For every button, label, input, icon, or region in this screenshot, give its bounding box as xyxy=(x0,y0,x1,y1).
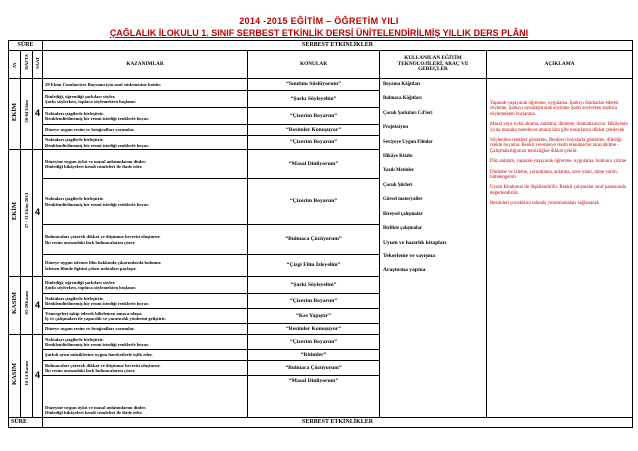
week-cell: 20-04 Ekim xyxy=(21,79,33,150)
kazanim-cell: Noktaları çizgilerle birleştirir. Renklendirilmemiş bir resmi istediği renklerle boyar. xyxy=(43,136,248,150)
material-item: Seviyeye Uygun Filmler xyxy=(383,139,433,145)
header-row-2 xyxy=(9,51,633,79)
konu-cell: “Çizerim Boyarım” xyxy=(248,108,380,125)
kazanim-cell: Noktaları çizgilerle birleştirir. Renklendirilmemiş bir resmi istediği renklerle boyar. xyxy=(43,108,248,125)
konu-cell: “Bulmaca Çözüyorum” xyxy=(248,225,380,255)
konu-cell: “Masal Dinliyorum” xyxy=(248,150,380,179)
table-row xyxy=(9,79,633,91)
kazanim-cell: 29 Ekim Cumhuriyet Bayramı için sınıf süslemesine katılır. xyxy=(43,79,248,91)
material-item: Yazılı Metinler xyxy=(383,168,415,174)
kazanim-cell: Noktaları çizgilerle birleştirir. Renklendirilmemiş bir resmi istediği renklerle boyar. xyxy=(43,294,248,309)
explanation-text: Uyum Kitabımız ile ilişkilendirilir. Renkli çalışmalar sınıf panosunda değerlendirilir. xyxy=(490,185,626,196)
header-konular: KONULAR xyxy=(248,51,380,79)
header-kullanilan: KULLANILAN EĞİTİM TEKNOLOJİLERİ, ARAÇ VE GEREÇLER xyxy=(380,51,487,79)
explanation-text: Yaparak-yaşayarak öğrenme, uygulama. Şarkıyı dramatize ederek söyleme. Şarkıyı oyunlaştırarak söyleme Şarkı söylerken topluca söylemekten hoşlanma. xyxy=(490,101,619,117)
kazanim-cell: Noktaları çizgilerle birleştirir. Renklendirilmemiş bir resmi istediği renklerle boyar. xyxy=(43,179,248,225)
plan-table xyxy=(8,40,633,428)
konu-cell: “Çizerim Boyarım” xyxy=(248,335,380,350)
konu-cell: “Bulmaca Çözüyorum” xyxy=(248,361,380,376)
document-title: 2014 -2015 EĞİTİM – ÖĞRETİM YILI xyxy=(239,16,399,26)
kazanim-cell: Düzeyine uygun öykü ve masal anlatımlarını dinler. Dinlediği hikâyeleri kendi cümleleri ile ifade eder. xyxy=(43,150,248,179)
material-item: Çocuk Şarkıları Cd'leri xyxy=(383,110,433,116)
material-item: Hikâye Kitabı xyxy=(383,153,413,159)
kazanim-cell: Bulmacaları çözerek dikkat ve düşünme becerisi oluşturur. İki resim arasındaki fark bulmacalarını çözer. xyxy=(43,361,248,376)
kazanim-cell: Düzeye uygun resim ve fotoğrafları yorumlar. xyxy=(43,125,248,136)
explanation-text: Dinleme ve izleme, yorumlama, anlatma, soru-yanıt, tüme varım, tümdengelim xyxy=(490,169,618,180)
material-item: Boyama Kâğıtları xyxy=(383,82,421,87)
material-item: Projeksiyon xyxy=(383,125,408,131)
material-item: Çocuk Şiirleri xyxy=(383,182,413,188)
kazanim-cell: Düzeye uygun resim ve fotoğrafları yorumlar. xyxy=(43,324,248,335)
materials-cell xyxy=(380,79,487,418)
konu-cell: “Resimler Konuşuyor” xyxy=(248,324,380,335)
header-kazanimlar: KAZANIMLAR xyxy=(43,51,248,79)
explanation-cell xyxy=(487,79,633,418)
explanation-text: Masal veya öykü okuma, anlatma, dinleme, dramatizasyon. Hikâyenin ya da masalın neredeyse anının kim gibi unsurlarını dikkat çekilecek xyxy=(490,122,628,133)
konu-cell: “Şarkı Söyleyelim” xyxy=(248,277,380,294)
material-item: Tekerleme ve sayışma xyxy=(383,253,436,260)
kazanim-cell: Şarkılı oyun müziklerine uygun hareketlerle eşlik eder. xyxy=(43,350,248,361)
kazanim-cell: Noktaları çizgilerle birleştirir. Renklendirilmemiş bir resmi istediği renklerle boyar. xyxy=(43,335,248,350)
week-cell: 10-14 Kasım xyxy=(21,335,33,418)
header-hafta: HAFTA xyxy=(21,51,33,79)
konu-cell: “Çizgi Film İzleyelim” xyxy=(248,255,380,277)
month-cell: KASIM xyxy=(9,277,21,335)
material-item: Araştırma yapma xyxy=(383,266,426,273)
footer-serbest-etkinlikler: SERBEST ETKİNLİKLER xyxy=(43,418,633,428)
header-aciklama: AÇIKLAMA xyxy=(487,51,633,79)
konu-cell: “Çizerim Boyarım” xyxy=(248,136,380,150)
explanation-text: Düz anlatım, yaparak-yaşayarak öğrenme, uygulama, bulmaca çözme xyxy=(490,159,627,165)
header-row-1 xyxy=(9,41,633,51)
kazanim-cell: Dinlediği, öğrendiği şarkıları söyler. Şarkı söylerken, topluca söylemekten hoşlanır. xyxy=(43,277,248,294)
material-item: Görsel materyaller xyxy=(383,197,423,203)
month-cell: EKİM xyxy=(9,79,21,150)
konu-cell: “Çizerim Boyarım” xyxy=(248,179,380,225)
konu-cell: “Kes Yapıştır” xyxy=(248,309,380,324)
konu-cell: “Ritimler” xyxy=(248,350,380,361)
month-cell: KASIM xyxy=(9,335,21,418)
explanation-text: Resimleri çocukların tahtada yorumlamaları sağlanacak xyxy=(490,201,599,207)
kazanim-cell: Düzeye uygun izlenen film hakkında çıkarımlarda bulunur. İzlenen filmde ilgisini çeken noktaları paylaşır. xyxy=(43,255,248,277)
header-sure: SÜRE xyxy=(9,41,43,51)
hours-cell: 4 xyxy=(33,335,43,418)
material-item: Bireysel çalışmalar xyxy=(383,211,423,217)
footer-sure: SÜRE xyxy=(9,418,43,428)
footer-row xyxy=(9,418,633,428)
kazanim-cell: Düzeyine uygun öykü ve masal anlatımlarını dinler. Dinlediği hikâyeleri kendi cümleleri ile ifade eder. xyxy=(43,376,248,418)
header-ay: AY xyxy=(9,51,21,79)
konu-cell: “Çizerim Boyarım” xyxy=(248,294,380,309)
konu-cell: “Resimler Konuşuyor” xyxy=(248,125,380,136)
header-saat: SAAT xyxy=(33,51,43,79)
hours-cell: 4 xyxy=(33,150,43,277)
konu-cell: “Şarkı Söyleyelim” xyxy=(248,91,380,108)
material-item: Uyum ve hazırlık kitapları xyxy=(383,240,447,247)
hours-cell: 4 xyxy=(33,79,43,150)
hours-cell: 4 xyxy=(33,277,43,335)
material-item: Bulmaca Kâğıtları xyxy=(383,96,422,102)
month-cell: EKİM xyxy=(9,150,21,277)
material-item: Birlikte çalışmalar xyxy=(383,225,422,231)
kazanim-cell: Yönergeleri takip ederek bilirlemen amaca ulaşır. İş ve çalışmaları ile yapacılık ve yaratıcılık yönlerini geliştirir. xyxy=(43,309,248,324)
explanation-text: Söylenilen renkleri gösterme, Renkleri boyalarla gösterme, dilediği renkle boyama. Renkli verenkeye resim tekniklerini tanıyabilme - Çalışmalarlığımızı temizliğine dikkat çekilir. xyxy=(490,137,622,154)
kazanim-cell: Bulmacaları çözerek dikkat ve düşünme becerisi oluşturur. İki resim arasındaki fark bulmacalarını çözer. xyxy=(43,225,248,255)
document-subtitle: ÇAĞLALIK İLOKULU 1. SINIF SERBEST ETKİNLİK DERSİ ÜNİTELENDİRİLMİŞ YILLIK DERS PLÂNI xyxy=(109,28,529,38)
week-cell: 03-20Kasım xyxy=(21,277,33,335)
week-cell: 27 - 31 Ekim 2014 xyxy=(21,150,33,277)
header-serbest-etkinlikler: SERBEST ETKİNLİKLER xyxy=(43,41,633,51)
konu-cell: “Sınıfımı Süslüyorum” xyxy=(248,79,380,91)
kazanim-cell: Dinlediği, öğrendiği şarkıları söyler. Şarkı söylerken, topluca söylemekten hoşlanır. xyxy=(43,91,248,108)
konu-cell: “Masal Dinliyorum” xyxy=(248,376,380,418)
